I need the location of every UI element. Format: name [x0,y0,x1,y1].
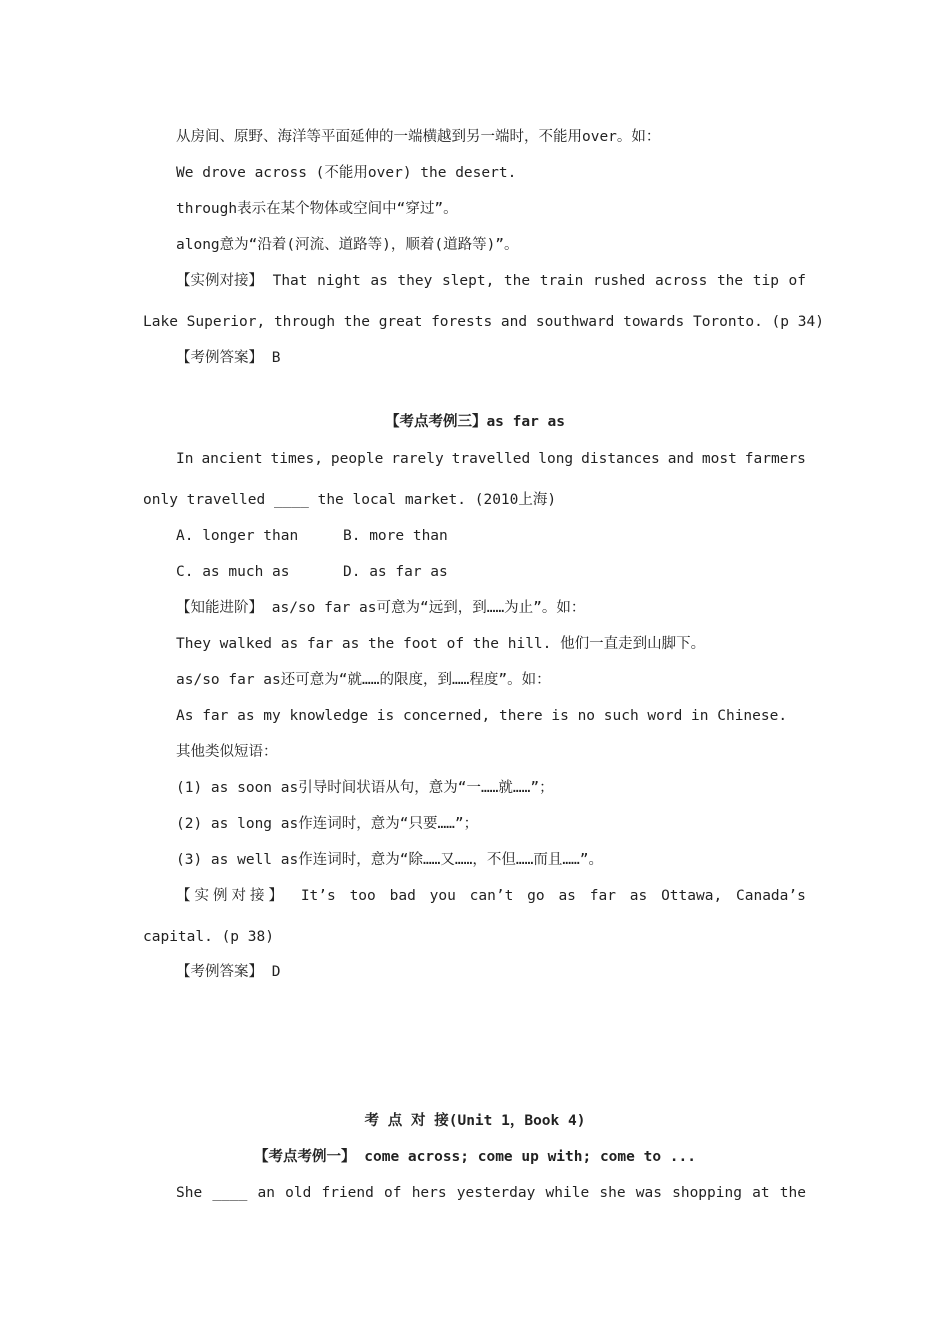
paragraph-through-usage: through表示在某个物体或空间中“穿过”。 [176,201,458,217]
word: rushed [592,273,646,289]
heading-label: 【考点考例三】 [384,414,487,430]
option-d: D. as far as [343,564,448,580]
word: too [349,888,376,904]
heading-text: come across; come up with; come to ... [364,1149,696,1165]
word: ____ [212,1185,248,1201]
example-line-1 [176,886,806,906]
word: Ottawa, [661,888,723,904]
word: travelled [451,451,531,467]
heading-text: as far as [486,414,566,430]
word: of [788,273,806,289]
word: an [257,1185,275,1201]
word: times, [270,451,323,467]
word: hers [411,1185,447,1201]
word: bad [389,888,416,904]
example-line-2: Lake Superior, through the great forests and southward towards Toronto. (p 34) [143,314,824,330]
word: of [384,1185,402,1201]
answer-label: 【考例答案】 [176,350,263,366]
option-b: B. more than [343,528,448,544]
list-item: (2) as long as作连词时，意为“只要……”； [176,816,479,832]
answer-line [176,962,280,982]
answer-value: B [271,350,281,366]
example-label: 【实例对接】 [176,273,263,289]
word: train [539,273,584,289]
example-sentence-knowledge: As far as my knowledge is concerned, there is no such word in Chinese. [176,708,788,724]
word: tip [752,273,779,289]
word: far [589,888,616,904]
list-item: (1) as soon as引导时间状语从句，意为“一……就……”； [176,780,554,796]
word: you [429,888,456,904]
question-line-1 [176,1183,806,1203]
example-line-1 [176,271,806,291]
word: distances [581,451,660,467]
word: Canada’s [736,888,806,904]
paragraph-degree-usage: as/so far as还可意为“就……的限度，到……程度”。如： [176,672,551,688]
tip-line [176,598,585,618]
word: slept, [441,273,495,289]
word: night [317,273,361,289]
paragraph-along-usage: along意为“沿着(河流、道路等)，顺着(道路等)”。 [176,237,519,253]
word: the [716,273,744,289]
word: she [599,1185,626,1201]
example-sentence-hill: They walked as far as the foot of the hill. 他们一直走到山脚下。 [176,636,706,652]
word: as [629,888,648,904]
word: as [370,273,388,289]
word: farmers [744,451,806,467]
option-c: C. as much as [176,564,290,580]
example-line-2: capital. (p 38) [143,929,274,945]
word: That [272,273,308,289]
word: most [701,451,737,467]
word: the [503,273,531,289]
similar-phrases-heading: 其他类似短语： [176,744,278,760]
word: across [654,273,708,289]
paragraph-across-usage: 从房间、原野、海洋等平面延伸的一端横越到另一端时，不能用over。如： [176,129,661,145]
question-line-2: only travelled ____ the local market. (2010上海) [143,492,557,508]
word: was [635,1185,662,1201]
word: rarely [391,451,444,467]
word: friend [321,1185,374,1201]
section-heading [0,412,950,432]
word: can’t [469,888,514,904]
list-item: (3) as well as作连词时，意为“除……又……，不但……而且……”。 [176,852,604,868]
example-label: 【实例对接】 [176,888,287,904]
unit-title: 考 点 对 接(Unit 1，Book 4) [364,1113,586,1129]
example-sentence-desert: We drove across (不能用over) the desert. [176,165,517,181]
tip-text: as/so far as可意为“远到，到……为止”。如： [271,600,586,616]
answer-value: D [271,964,281,980]
option-a: A. longer than [176,528,299,544]
word: shopping [672,1185,742,1201]
word: long [538,451,574,467]
word: old [285,1185,312,1201]
word: go [527,888,545,904]
section-heading [0,1147,950,1167]
word: yesterday [456,1185,536,1201]
word: the [779,1185,806,1201]
answer-label: 【考例答案】 [176,964,263,980]
word: at [752,1185,770,1201]
word: people [330,451,384,467]
answer-line [176,348,280,368]
word: It’s [300,888,336,904]
word: ancient [201,451,263,467]
question-line-1 [176,449,806,469]
tip-label: 【知能进阶】 [176,600,263,616]
heading-label: 【考点考例一】 [254,1149,356,1165]
word: and [667,451,694,467]
word: while [545,1185,590,1201]
word: as [558,888,576,904]
word: In [176,451,194,467]
word: She [176,1185,203,1201]
word: they [397,273,433,289]
